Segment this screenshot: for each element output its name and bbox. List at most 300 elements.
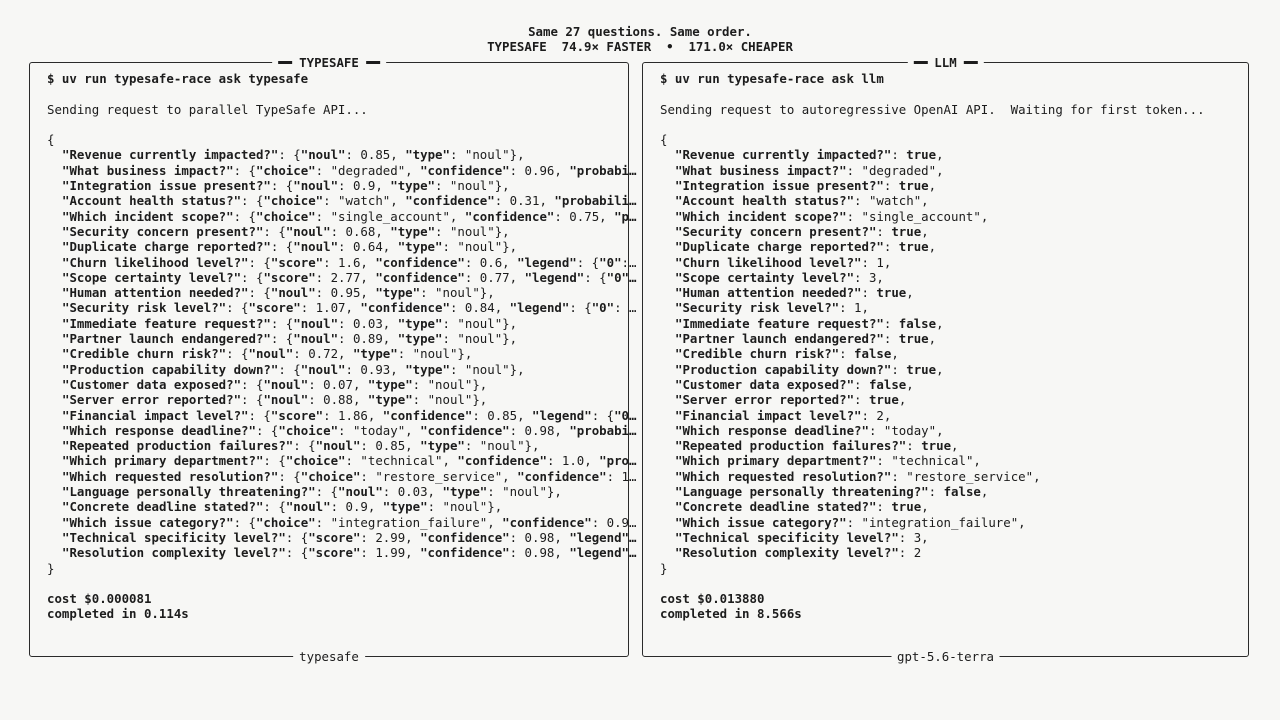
json-row	[47, 331, 612, 346]
json-key-token: "0…	[614, 407, 637, 423]
json-key-token: "Partner launch endangered?"	[675, 331, 884, 347]
json-key-token: "noul"	[293, 315, 339, 331]
json-value-token: : 0.96,	[509, 162, 570, 178]
json-key-token: "confidence"	[502, 514, 592, 530]
json-value-token: :	[854, 392, 869, 408]
json-value-token: : 1.99,	[360, 545, 421, 561]
json-row	[660, 178, 1232, 193]
json-rows	[47, 147, 637, 561]
json-key-token: "Financial impact level?"	[675, 407, 862, 423]
title-dash-icon	[964, 61, 978, 64]
json-key-token: "Resolution complexity level?"	[675, 545, 899, 561]
json-value-token: : 2	[898, 545, 922, 561]
json-key-token: "0"	[599, 254, 622, 270]
json-key-token: "probabili…	[554, 193, 637, 209]
json-key-token: "Security concern present?"	[62, 223, 264, 239]
json-value-token: : {	[270, 239, 294, 255]
json-value-token: : {	[241, 193, 264, 209]
json-key-token: "Credible churn risk?"	[62, 346, 227, 362]
json-key-token: "noul"	[293, 239, 339, 255]
json-key-token: "Server error reported?"	[675, 392, 855, 408]
json-value-token: : {	[248, 254, 271, 270]
json-key-token: "noul"	[285, 223, 331, 239]
json-value-token: : "noul"},	[442, 331, 518, 347]
json-value-token: : {	[241, 269, 264, 285]
json-value-token: : 0.98,	[509, 422, 570, 438]
json-value-token: :	[928, 484, 944, 500]
json-row	[47, 300, 637, 316]
json-value-token: : "noul"},	[412, 376, 488, 392]
json-key-token: "noul"	[293, 331, 339, 347]
json-key-token: "score"	[270, 254, 324, 270]
json-row	[47, 422, 637, 438]
json-key-token: "legend"	[524, 269, 585, 285]
json-value-token: ,	[921, 499, 929, 515]
json-row	[660, 362, 1232, 377]
json-value-token: : 1.86,	[323, 407, 383, 423]
json-key-token: "probabi…	[569, 162, 637, 178]
json-row	[660, 147, 1232, 162]
json-row	[660, 285, 1232, 300]
json-key-token: false	[898, 315, 937, 331]
json-row	[47, 254, 637, 270]
json-value-token: : {	[263, 499, 286, 515]
json-key-token: "choice"	[285, 453, 346, 469]
json-row	[660, 239, 1232, 254]
cost-readout: cost $0.013880	[660, 591, 765, 607]
json-key-token: "noul"	[285, 499, 331, 515]
json-key-token: "type"	[367, 376, 413, 392]
cost-readout: cost $0.000081	[47, 591, 152, 607]
json-value-token: : {	[255, 422, 279, 438]
json-value-token: : {	[285, 529, 309, 545]
json-value-token: ,	[906, 285, 914, 301]
json-key-token: "Security concern present?"	[675, 223, 877, 239]
title-dash-icon	[278, 61, 292, 64]
json-key-token: "Which requested resolution?"	[62, 468, 279, 484]
json-value-token: : 0.95,	[315, 285, 376, 301]
json-row	[660, 484, 1232, 499]
json-value-token: : {	[248, 407, 271, 423]
json-value-token: : {	[584, 269, 607, 285]
json-row	[660, 423, 1232, 438]
json-value-token: :	[854, 376, 869, 392]
json-row	[47, 269, 637, 285]
json-key-token: "noul"	[263, 392, 309, 408]
json-row	[660, 255, 1232, 270]
json-value-token: ,	[891, 346, 899, 362]
json-row	[47, 285, 612, 300]
json-value-token: : 1,	[839, 300, 869, 316]
json-key-token: "Security risk level?"	[675, 300, 840, 316]
json-key-token: "0"	[591, 300, 615, 316]
json-value-token: : {	[278, 468, 301, 484]
json-row	[660, 224, 1232, 239]
json-value-token: : 0.72,	[293, 346, 353, 362]
json-key-token: "What business impact?"	[675, 162, 847, 178]
json-value-token: : "noul"},	[449, 147, 525, 163]
json-key-token: "type"	[375, 285, 421, 301]
json-value-token: :	[876, 499, 892, 515]
json-value-token: : {	[241, 392, 264, 408]
json-key-token: "Which primary department?"	[62, 453, 264, 469]
status-line: Sending request to parallel TypeSafe API...	[47, 101, 368, 117]
json-value-token: : 0.64,	[338, 239, 398, 255]
json-value-token: : "noul"},	[442, 315, 518, 331]
json-key-token: "confidence"	[360, 300, 450, 316]
json-key-token: "Customer data exposed?"	[62, 376, 242, 392]
json-key-token: "Revenue currently impacted?"	[675, 147, 892, 163]
json-row	[660, 499, 1232, 514]
json-key-token: "type"	[367, 392, 413, 408]
json-key-token: "type"	[382, 499, 428, 515]
header-speed-cost-summary: TYPESAFE 74.9× FASTER • 171.0× CHEAPER	[487, 39, 793, 54]
json-value-token: : 2,	[861, 407, 892, 423]
json-key-token: "Revenue currently impacted?"	[62, 147, 279, 163]
json-key-token: true	[906, 361, 937, 377]
json-key-token: "Account health status?"	[675, 193, 855, 209]
json-value-token: : "noul"},	[435, 178, 510, 194]
json-value-token: : 0.88,	[308, 392, 368, 408]
json-value-token: : "today",	[338, 422, 421, 438]
json-value-token: : 2.77,	[315, 269, 376, 285]
json-rows	[660, 147, 1232, 560]
json-row	[47, 147, 612, 162]
json-value-token: : "noul"},	[420, 285, 495, 301]
json-open-brace: {	[660, 132, 668, 148]
json-value-token: : "noul"},	[435, 223, 510, 239]
json-value-token: : …	[614, 300, 637, 316]
json-key-token: "Language personally threatening?"	[62, 484, 316, 500]
json-key-token: "Scope certainty level?"	[675, 269, 855, 285]
json-value-token: : 1…	[606, 468, 637, 484]
json-value-token: :	[891, 147, 907, 163]
json-value-token: :	[906, 438, 922, 454]
json-value-token: ,	[906, 376, 914, 392]
json-key-token: "p…	[614, 208, 637, 224]
json-value-token: : {	[233, 208, 256, 224]
json-key-token: "confidence"	[517, 468, 607, 484]
title-dash-icon	[913, 61, 927, 64]
json-row	[47, 316, 612, 331]
json-key-token: "Partner launch endangered?"	[62, 331, 271, 347]
json-key-token: "Which incident scope?"	[62, 208, 234, 224]
json-key-token: "score"	[248, 300, 301, 316]
json-row	[47, 438, 612, 453]
json-value-token: ,	[936, 361, 944, 377]
json-key-token: "Language personally threatening?"	[675, 484, 929, 500]
json-row	[47, 362, 612, 377]
json-key-token: "type"	[397, 239, 443, 255]
json-key-token: "confidence"	[420, 422, 510, 438]
json-value-token: :	[883, 315, 899, 331]
json-key-token: "score"	[308, 545, 361, 561]
json-key-token: "confidence"	[420, 529, 510, 545]
json-row	[47, 499, 612, 514]
json-value-token: : "noul"},	[449, 361, 525, 377]
json-value-token: : {	[270, 178, 294, 194]
json-value-token: : "technical",	[345, 453, 458, 469]
json-value-token: : 0.9…	[591, 514, 637, 530]
json-value-token: : "noul"},	[487, 484, 562, 500]
json-value-token: : "today",	[868, 422, 944, 438]
json-key-token: "confidence"	[405, 193, 495, 209]
json-key-token: "choice"	[255, 514, 316, 530]
json-close-brace: }	[660, 560, 668, 576]
json-key-token: "Account health status?"	[62, 193, 242, 209]
json-row	[660, 515, 1232, 530]
json-key-token: "noul"	[300, 361, 346, 377]
json-value-token: : {	[226, 300, 249, 316]
panel-footer-label: typesafe	[293, 649, 365, 664]
json-value-token: ,	[980, 484, 989, 500]
json-key-token: "legend"	[509, 300, 570, 316]
json-key-token: "choice"	[278, 422, 339, 438]
json-value-token: ,	[921, 223, 929, 239]
json-value-token: : 0.85,	[345, 147, 406, 163]
json-value-token: : {	[278, 361, 301, 377]
json-row	[47, 193, 637, 209]
json-key-token: "type"	[397, 315, 443, 331]
json-key-token: "Production capability down?"	[675, 361, 892, 377]
json-key-token: "Customer data exposed?"	[675, 376, 855, 392]
json-value-token: : 0.98,	[509, 545, 570, 561]
json-key-token: "score"	[270, 407, 324, 423]
json-row	[660, 316, 1232, 331]
panel-title-llm	[907, 55, 983, 70]
command-line: $ uv run typesafe-race ask typesafe	[47, 71, 309, 86]
json-key-token: "type"	[390, 223, 436, 239]
json-value-token: : {	[226, 346, 249, 362]
json-key-token: "score"	[308, 529, 361, 545]
llm-terminal-panel	[642, 55, 1249, 664]
json-value-token: : {	[270, 331, 294, 347]
json-value-token: : {	[263, 223, 286, 239]
json-value-token: : 0.85,	[360, 438, 421, 454]
json-value-token: :	[891, 361, 907, 377]
json-key-token: true	[906, 147, 937, 163]
title-dash-icon	[366, 61, 380, 64]
json-key-token: "Churn likelihood level?"	[62, 254, 249, 270]
json-key-token: "Financial impact level?"	[62, 407, 249, 423]
json-value-token: : "degraded",	[846, 162, 944, 178]
json-value-token: : 1,	[861, 254, 892, 270]
json-row	[660, 530, 1232, 545]
typesafe-terminal-panel	[29, 55, 637, 664]
json-value-token: ,	[951, 438, 959, 454]
json-row	[47, 224, 612, 239]
json-key-token: true	[898, 239, 929, 255]
json-key-token: "confidence"	[464, 208, 555, 224]
json-key-token: "Which issue category?"	[62, 514, 234, 530]
race-header	[0, 24, 1280, 54]
json-key-token: "Human attention needed?"	[62, 285, 249, 301]
json-value-token: : 3,	[854, 269, 884, 285]
json-value-token: : 0.93,	[345, 361, 406, 377]
json-row	[660, 270, 1232, 285]
json-key-token: "Which primary department?"	[675, 453, 877, 469]
json-key-token: "legend"	[532, 407, 592, 423]
json-key-token: "Production capability down?"	[62, 361, 279, 377]
json-key-token: "Immediate feature request?"	[675, 315, 884, 331]
json-row	[47, 514, 637, 530]
json-key-token: "Security risk level?"	[62, 300, 227, 316]
json-value-token: : 0.9,	[330, 499, 383, 515]
json-key-token: "type"	[405, 147, 450, 163]
json-value-token: : {	[293, 438, 316, 454]
json-key-token: true	[891, 223, 922, 239]
json-value-token: : 0.98,	[509, 529, 570, 545]
json-key-token: "Credible churn risk?"	[675, 346, 840, 362]
json-key-token: true	[898, 331, 929, 347]
json-value-token: : {	[278, 147, 301, 163]
json-key-token: "Repeated production failures?"	[675, 438, 907, 454]
json-value-token: : "integration_failure",	[315, 514, 503, 530]
json-value-token: :	[883, 178, 899, 194]
json-value-token: : "technical",	[876, 453, 981, 469]
json-value-token: : 2.99,	[360, 529, 421, 545]
json-key-token: "type"	[397, 331, 443, 347]
json-value-token: ,	[936, 315, 944, 331]
json-value-token: : 0.03,	[382, 484, 443, 500]
json-value-token: : {	[233, 514, 256, 530]
json-key-token: false	[943, 484, 981, 500]
json-key-token: "confidence"	[457, 453, 547, 469]
json-key-token: true	[921, 438, 952, 454]
json-value-token: : {	[569, 300, 592, 316]
json-key-token: "choice"	[263, 193, 324, 209]
json-key-token: "Concrete deadline stated?"	[62, 499, 264, 515]
json-value-token: ,	[928, 331, 937, 347]
json-value-token: :…	[621, 254, 637, 270]
json-row	[47, 239, 612, 254]
json-key-token: true	[876, 285, 907, 301]
json-value-token: : 0.89,	[338, 331, 398, 347]
json-value-token: : 0.07,	[308, 376, 368, 392]
json-value-token: : {	[576, 254, 600, 270]
panel-title-label: TYPESAFE	[299, 55, 359, 70]
command-line: $ uv run typesafe-race ask llm	[660, 71, 884, 86]
json-value-token: : 0.75,	[554, 208, 615, 224]
json-value-token: : {	[285, 545, 309, 561]
json-key-token: "noul"	[300, 147, 346, 163]
json-key-token: "legend"	[517, 254, 577, 270]
json-key-token: "Human attention needed?"	[675, 285, 862, 301]
json-row	[660, 377, 1232, 392]
json-key-token: false	[854, 346, 892, 362]
json-row	[47, 392, 612, 407]
json-value-token: : {	[315, 484, 339, 500]
json-key-token: "0"…	[606, 269, 637, 285]
json-value-token: ,	[936, 147, 944, 163]
panel-footer-label: gpt-5.6-terra	[891, 649, 1000, 664]
json-value-token: : 0.77,	[464, 269, 525, 285]
json-key-token: "probabi…	[569, 422, 637, 438]
json-value-token: : 1.6,	[323, 254, 376, 270]
json-value-token: : "single_account",	[315, 208, 465, 224]
json-key-token: "noul"	[270, 285, 316, 301]
json-key-token: "score"	[263, 269, 316, 285]
json-row	[660, 300, 1232, 315]
completion-time: completed in 8.566s	[660, 606, 802, 622]
json-key-token: "legend"…	[569, 529, 637, 545]
json-row	[47, 208, 637, 224]
json-value-token: :	[839, 346, 855, 362]
json-row	[47, 377, 612, 392]
json-row	[47, 545, 637, 561]
json-row	[660, 209, 1232, 224]
json-value-token: : 0.85,	[472, 407, 533, 423]
json-value-token: : 0.31,	[494, 193, 555, 209]
json-row	[660, 331, 1232, 346]
status-line: Sending request to autoregressive OpenAI API. Waiting for first token...	[660, 101, 1205, 117]
json-close-brace: }	[47, 560, 55, 576]
json-row	[47, 484, 612, 499]
json-key-token: "confidence"	[420, 162, 510, 178]
json-key-token: "choice"	[255, 208, 316, 224]
json-key-token: "Server error reported?"	[62, 392, 242, 408]
json-value-token: : 0.84,	[449, 300, 510, 316]
json-value-token: : {	[233, 162, 256, 178]
json-value-token: : "watch",	[323, 193, 406, 209]
json-value-token: : 0.9,	[338, 178, 391, 194]
json-value-token: : 1.07,	[300, 300, 361, 316]
json-row	[660, 545, 1232, 560]
json-value-token: :	[883, 331, 899, 347]
json-key-token: "type"	[405, 361, 450, 377]
json-value-token: : "noul"},	[442, 239, 518, 255]
json-key-token: "Concrete deadline stated?"	[675, 499, 877, 515]
json-row	[47, 346, 612, 361]
json-key-token: "Which issue category?"	[675, 514, 847, 530]
json-row	[660, 163, 1232, 178]
json-row	[660, 453, 1232, 468]
json-value-token: : "degraded",	[315, 162, 421, 178]
json-value-token: :	[861, 285, 877, 301]
json-key-token: "Scope certainty level?"	[62, 269, 242, 285]
json-key-token: "Duplicate charge reported?"	[62, 239, 271, 255]
json-value-token: : 0.03,	[338, 315, 398, 331]
json-key-token: "confidence"	[382, 407, 473, 423]
header-subtitle: Same 27 questions. Same order.	[528, 24, 752, 39]
json-value-token: : 3,	[898, 529, 929, 545]
json-key-token: true	[868, 392, 899, 408]
json-key-token: "Which response deadline?"	[62, 422, 256, 438]
json-value-token: : "restore_service",	[891, 468, 1041, 484]
json-open-brace: {	[47, 132, 55, 148]
json-key-token: "Technical specificity level?"	[62, 529, 286, 545]
json-value-token: : {	[591, 407, 615, 423]
json-key-token: "Duplicate charge reported?"	[675, 239, 884, 255]
json-row	[660, 438, 1232, 453]
json-value-token: : {	[270, 315, 294, 331]
json-key-token: "Churn likelihood level?"	[675, 254, 862, 270]
json-key-token: "noul"	[315, 438, 361, 454]
json-key-token: "pro…	[599, 453, 637, 469]
json-value-token: ,	[928, 178, 937, 194]
json-key-token: "noul"	[293, 178, 339, 194]
json-key-token: "Which requested resolution?"	[675, 468, 892, 484]
json-value-token: : "noul"},	[397, 346, 473, 362]
json-key-token: "confidence"	[420, 545, 510, 561]
json-row	[660, 346, 1232, 361]
completion-time: completed in 0.114s	[47, 606, 189, 622]
json-key-token: "type"	[390, 178, 436, 194]
json-key-token: "choice"	[255, 162, 316, 178]
json-key-token: "Which incident scope?"	[675, 208, 847, 224]
json-key-token: "choice"	[300, 468, 361, 484]
json-key-token: "Resolution complexity level?"	[62, 545, 286, 561]
